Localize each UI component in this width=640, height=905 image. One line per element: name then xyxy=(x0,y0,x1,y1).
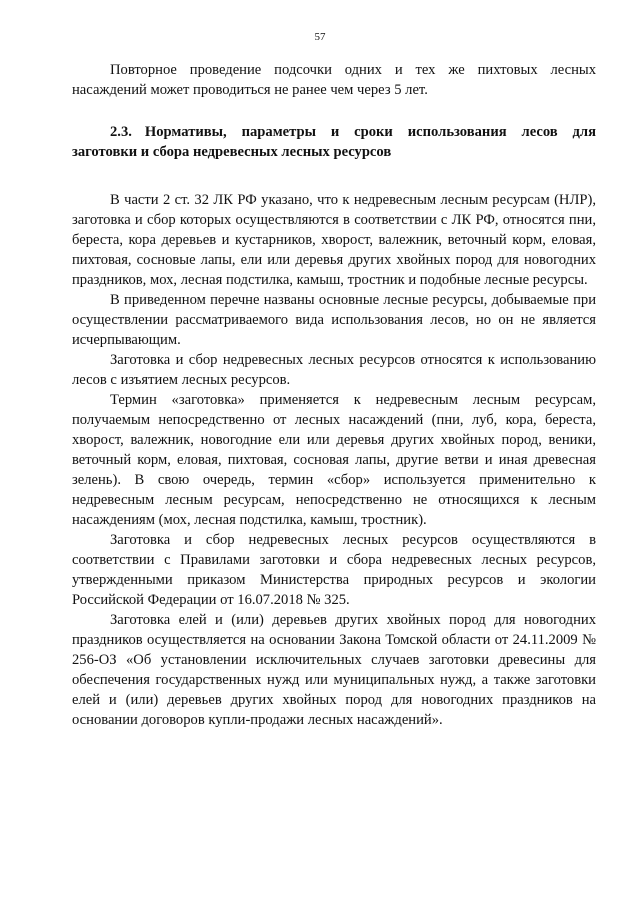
section-number: 2.3. xyxy=(110,124,132,140)
paragraph-3: Заготовка и сбор недревесных лесных ресурсов относятся к использованию лесов с изъятием лесных ресурсов. xyxy=(72,352,596,388)
paragraph-intro: Повторное проведение подсочки одних и тех же пихтовых лесных насаждений может проводиться не ранее чем через 5 лет. xyxy=(72,62,596,98)
page-content xyxy=(72,60,596,730)
page-number: 57 xyxy=(314,31,326,43)
paragraph-2: В приведенном перечне названы основные лесные ресурсы, добываемые при осуществлении рассматриваемого вида использования лесов, но он не является исчерпывающим. xyxy=(72,292,596,348)
paragraph-4: Термин «заготовка» применяется к недревесным лесным ресурсам, получаемым непосредственно от лесных насаждений (пни, луб, кора, береста, хворост, валежник, новогодние ели или деревья других хвойных пород, веники, веточный корм, еловая, пихтовая, сосновая лапы, другие ветви и иная древесная зелень). В свою очередь, термин «сбор» используется применительно к недревесным лесным ресурсам, непосредственно не относящихся к лесным насаждениям (мох, лесная подстилка, камыш, тростник). xyxy=(72,392,596,528)
paragraph-5: Заготовка и сбор недревесных лесных ресурсов осуществляются в соответствии с Правилами заготовки и сбора недревесных лесных ресурсов, утвержденными приказом Министерства природных ресурсов и экологии Российской Федерации от 16.07.2018 № 325. xyxy=(72,532,596,608)
section-title: Нормативы, параметры и сроки использования лесов для заготовки и сбора недревесных лесных ресурсов xyxy=(72,124,596,160)
paragraph-6: Заготовка елей и (или) деревьев других хвойных пород для новогодних праздников осуществляется на основании Закона Томской области от 24.11.2009 № 256-ОЗ «Об установлении исключительных случаев заготовки древесины для обеспечения государственных нужд или муниципальных нужд, а также заготовки елей и (или) деревьев других хвойных пород для новогодних праздников на основании договоров купли-продажи лесных насаждений». xyxy=(72,612,596,728)
section-heading xyxy=(72,122,596,162)
paragraph-1: В части 2 ст. 32 ЛК РФ указано, что к недревесным лесным ресурсам (НЛР), заготовка и сбор которых осуществляются в соответствии с ЛК РФ, относятся пни, береста, кора деревьев и кустарников, хворост, валежник, веточный корм, еловая, пихтовая, сосновые лапы, ели или деревья других хвойных пород для новогодних праздников, мох, лесная подстилка, камыш, тростник и подобные лесные ресурсы. xyxy=(72,192,596,288)
